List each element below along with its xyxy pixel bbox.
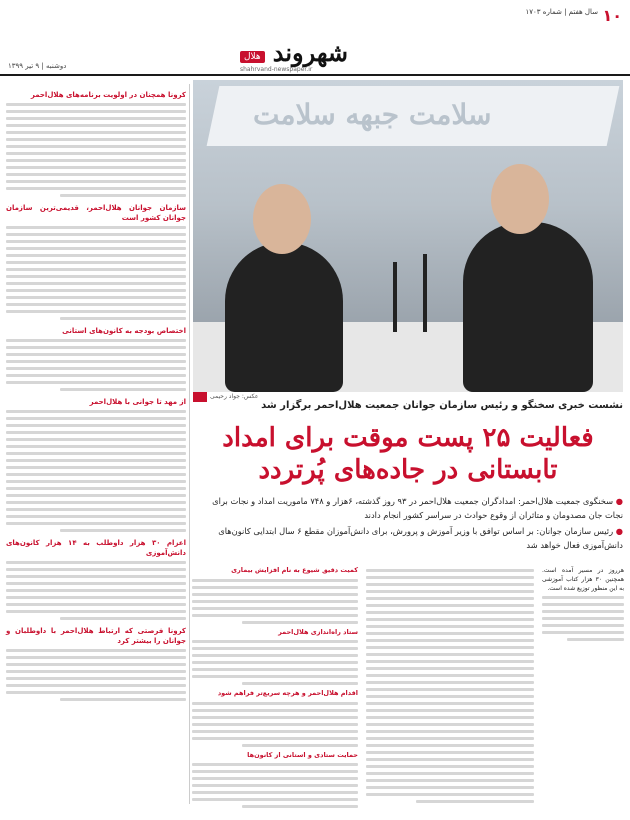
section-title: کرونا فرصتی که ارتباط هلال‌احمر با داوطلبان و جوانان را بیشتر کرد — [6, 627, 186, 645]
section-title: اعزام ۳۰ هزار داوطلب به ۱۴ هزار کانون‌های دانش‌آموزی — [6, 539, 186, 557]
issue-info: سال هفتم | شماره ۱۷۰۳ — [525, 8, 598, 16]
logo-name: شهروند — [272, 38, 349, 67]
logo-url: shahrvand-newspaper.ir — [240, 66, 313, 73]
speaker-right — [463, 222, 593, 392]
left-column — [6, 84, 186, 705]
page-number: ۱۰ — [602, 6, 622, 25]
bullet-text: رئیس سازمان جوانان: بر اساس توافق با وزیر آموزش و پرورش، برای دانش‌آموزان مقطع ۶ سال ابتدایی کانون‌های دانش‌آموزی فعال خواهد شد — [218, 526, 623, 550]
side-note: هرروز در مسیر آمده است. همچنین ۳۰ هزار کتاب آموزشی به این منظور توزیع شده است. — [542, 567, 624, 592]
section-title: سازمان جوانان هلال‌احمر، قدیمی‌ترین سازمان جوانان کشور است — [6, 204, 186, 222]
microphone — [423, 254, 427, 332]
section-title: اختصاص بودجه به کانون‌های استانی — [62, 327, 186, 335]
microphone — [393, 262, 397, 332]
subheading: ستاد راه‌اندازی هلال‌احمر — [278, 627, 358, 636]
headline-line-1: فعالیت ۲۵ پست موقت برای امداد — [222, 423, 594, 453]
photo-credit: عکس: جواد رحیمی — [210, 393, 259, 400]
article-headline — [193, 422, 623, 486]
section-title: از مهد تا جوانی با هلال‌احمر — [89, 398, 186, 406]
speaker-left — [225, 242, 343, 392]
press-conference-photo — [193, 80, 623, 392]
body-column-2 — [192, 566, 358, 812]
section-title: کرونا همچنان در اولویت برنامه‌های هلال‌احمر — [30, 91, 186, 99]
subheading: حمایت ستادی و استانی از کانون‌ها — [247, 750, 358, 759]
article-bullets: ● سخنگوی جمعیت هلال‌احمر: امدادگران جمعیت هلال‌احمر در ۹۳ روز گذشته، ۶هزار و ۷۴۸ ماموریت امداد و نجات برای نجات جان مصدومان و متاثران از وقوع حوادث در سراسر کشور انجام دادند ● رئیس سازمان جوانان: بر اساس توافق با وزیر آموزش و پرورش، برای دانش‌آموزان مقطع ۶ سال ابتدایی کانون‌های دانش‌آموزی فعال خواهد شد — [212, 496, 623, 550]
subheading: کمیت دقیق شیوع به نام افزایش بیماری — [231, 566, 358, 574]
article-kicker: نشست خبری سخنگو و رئیس سازمان جوانان جمعیت هلال‌احمر برگزار شد — [261, 400, 623, 411]
body-column-1 — [366, 566, 534, 807]
headline-line-2: تابستانی در جاده‌های پُرتردد — [258, 455, 558, 485]
masthead — [0, 0, 630, 76]
right-narrow-column — [542, 566, 624, 645]
subheading: اقدام هلال‌احمر و هرچه سریع‌تر فراهم شود — [217, 689, 358, 697]
newspaper-logo[interactable] — [240, 38, 349, 73]
issue-date: دوشنبه | ۹ تیر ۱۳۹۹ — [8, 62, 67, 70]
banner-text: سلامت جبهه سلامت — [253, 98, 492, 131]
column-divider — [189, 84, 190, 804]
bullet-text: سخنگوی جمعیت هلال‌احمر: امدادگران جمعیت هلال‌احمر در ۹۳ روز گذشته، ۶هزار و ۷۴۸ ماموریت امداد و نجات برای نجات جان مصدومان و متاثران از وقوع حوادث در سراسر کشور انجام دادند — [212, 496, 623, 520]
logo-tag: هلال — [240, 51, 265, 63]
